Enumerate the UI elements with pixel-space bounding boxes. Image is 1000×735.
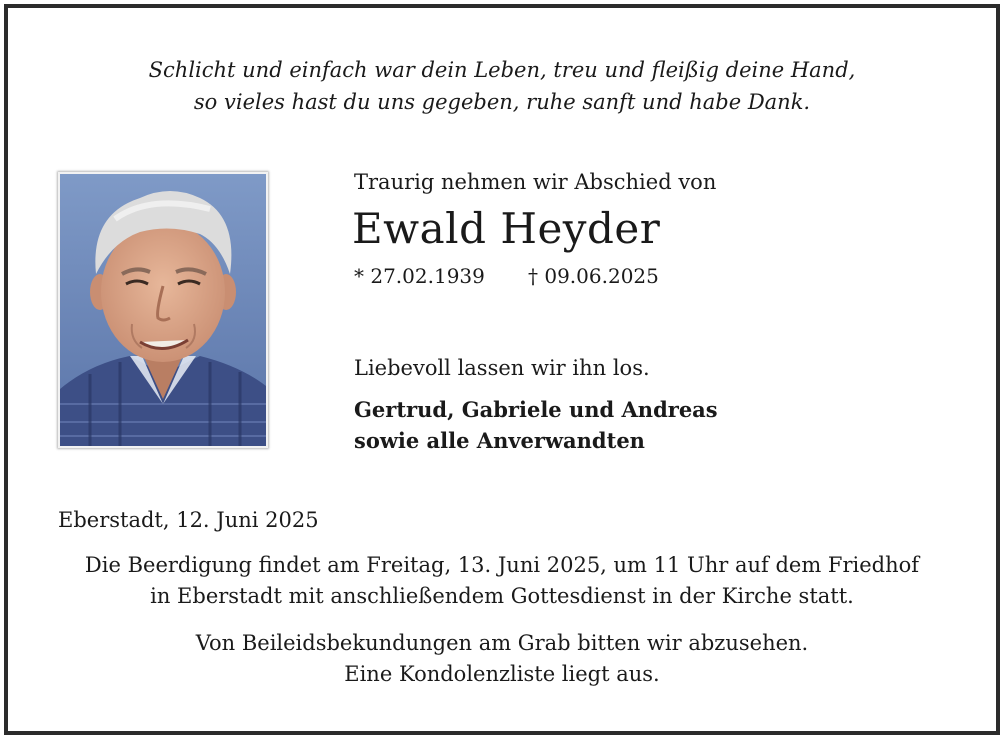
mourners-line-1: Gertrud, Gabriele und Andreas [354, 397, 718, 422]
funeral-line-1: Die Beerdigung findet am Freitag, 13. Juni 2025, um 11 Uhr auf dem Friedhof [84, 553, 920, 577]
birth-date: * 27.02.1939 [354, 264, 485, 288]
death-date: † 09.06.2025 [528, 264, 659, 288]
funeral-line-2: in Eberstadt mit anschließendem Gottesdienst in der Kirche statt. [150, 584, 854, 608]
condolence-line-2: Eine Kondolenzliste liegt aus. [344, 662, 660, 686]
closing-line: Liebevoll lassen wir ihn los. [354, 356, 650, 380]
portrait-photo [58, 172, 268, 448]
verse-line-2: so vieles hast du uns gegeben, ruhe sanft und habe Dank. [193, 90, 811, 114]
funeral-details [8, 550, 996, 612]
deceased-name: Ewald Heyder [352, 204, 661, 253]
portrait-illustration [60, 174, 266, 446]
memorial-verse [8, 54, 996, 118]
farewell-intro: Traurig nehmen wir Abschied von [354, 170, 717, 194]
verse-line-1: Schlicht und einfach war dein Leben, treu und fleißig deine Hand, [148, 58, 856, 82]
place-and-date: Eberstadt, 12. Juni 2025 [58, 508, 319, 532]
mourners-list [354, 394, 718, 456]
obituary-notice [4, 4, 1000, 735]
mourners-line-2: sowie alle Anverwandten [354, 428, 645, 453]
condolence-note [8, 628, 996, 690]
condolence-line-1: Von Beileidsbekundungen am Grab bitten wir abzusehen. [195, 631, 809, 655]
